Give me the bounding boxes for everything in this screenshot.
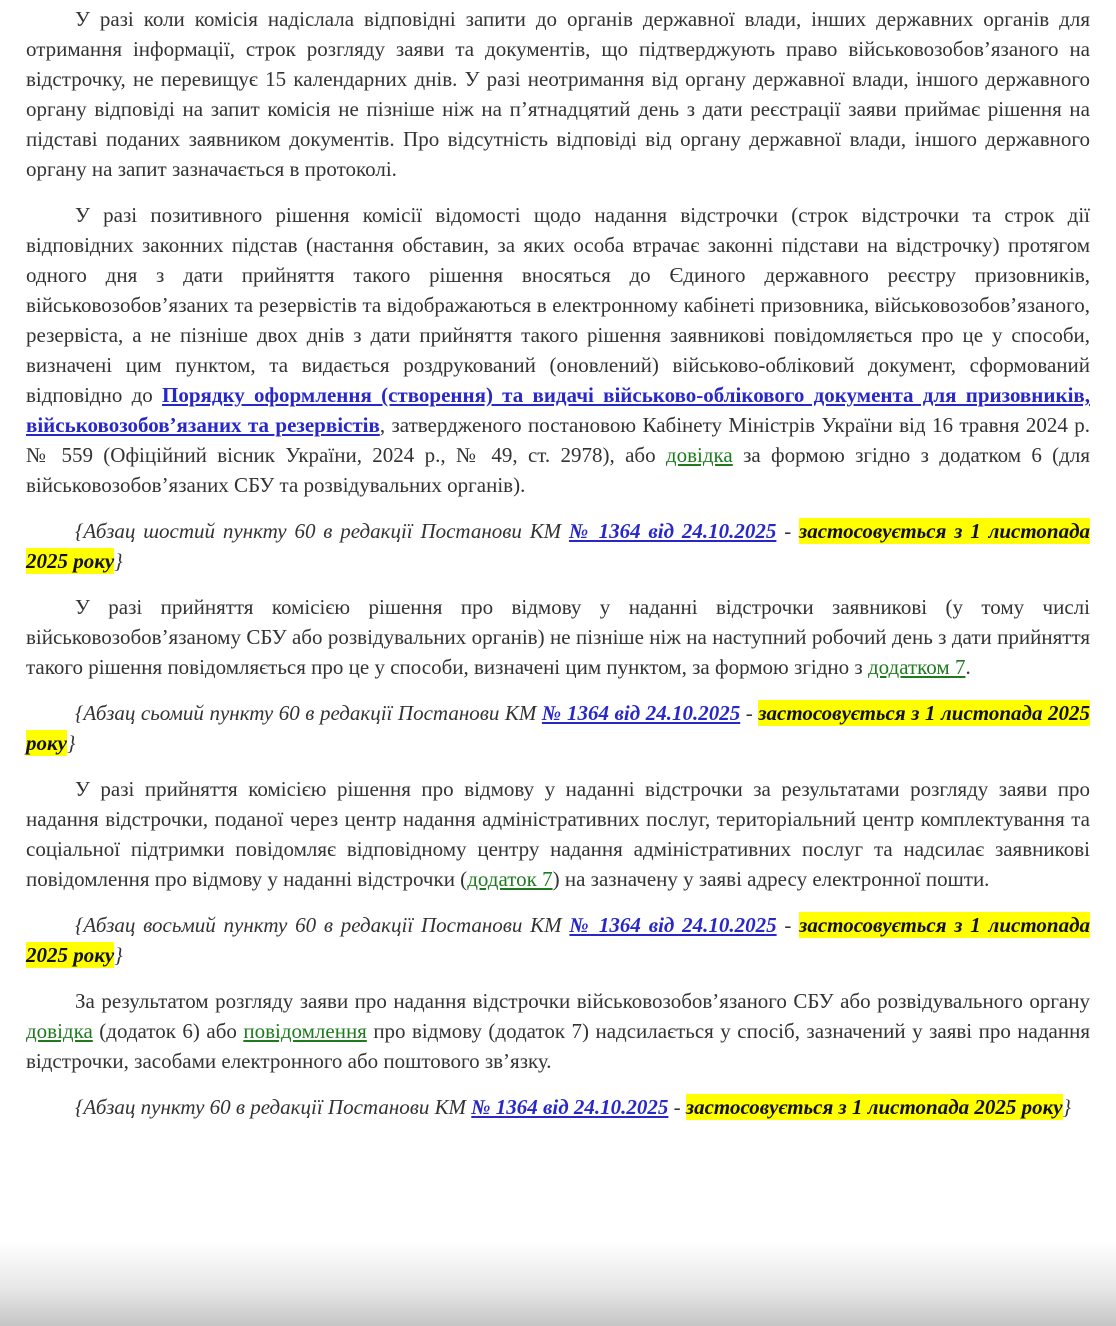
link-dodatkom-7[interactable]: додатком 7 [867,655,966,679]
text-run: - [740,701,759,725]
link-postanova-km-1364[interactable]: № 1364 від 24.10.2025 [471,1095,669,1119]
paragraph [26,200,1090,500]
text-run: ) на зазначену у заяві адресу електронної пошти. [552,867,990,891]
highlighted-text: застосовується з 1 листопада 2025 року [685,1095,1063,1119]
highlighted-text: застосовується з 1 листопада 2025 року [26,913,1090,967]
link-povidomlennya[interactable]: повідомлення [243,1019,367,1043]
text-run: } [66,731,76,755]
link-postanova-km-1364[interactable]: № 1364 від 24.10.2025 [541,701,741,725]
link-poryadok-oformlennya[interactable]: Порядку оформлення (створення) та видачі військово-облікового документа для призовників, військовозобов’язаних та резервістів [26,383,1090,437]
text-run: У разі позитивного рішення комісії відомості щодо надання відстрочки (строк відстрочки та строк дії відповідних законних підстав (настання обставин, за яких особа втрачає законні підстави на відстрочку) протягом одного дня з дати прийняття такого рішення вносяться до Єдиного державного реєстру призовників, військовозобов’язаних та резервістів та відображаються в електронному кабінеті призовника, військовозобов’язаного, резервіста, а не пізніше двох днів з дати прийняття такого рішення заявникові повідомляється про це у способи, визначені цим пунктом, та видається роздрукований (оновлений) військово-обліковий документ, сформований відповідно до [26,203,1090,407]
link-postanova-km-1364[interactable]: № 1364 від 24.10.2025 [568,519,777,543]
text-run: про відмову (додаток 7) надсилається у спосіб, зазначений у заяві про надання відстрочки, засобами електронного або поштового зв’язку. [26,1019,1090,1073]
text-run: } [1062,1095,1072,1119]
text-run: У разі прийняття комісією рішення про відмову у наданні відстрочки заявникові (у тому числі військовозобов’язаному СБУ або розвідувальних органів) не пізніше ніж на наступний робочий день з дати прийняття такого рішення повідомляється про це у способи, визначені цим пунктом, за формою згідно з [26,595,1090,679]
text-run: У разі прийняття комісією рішення про відмову у наданні відстрочки за результатами розгляду заяви про надання відстрочки, поданої через центр надання адміністративних послуг, територіальний центр комплектування та соціальної підтримки повідомляє відповідному центру надання адміністративних послуг та надсилає заявникові повідомлення про відмову у наданні відстрочки ( [26,777,1090,891]
text-run: . [965,655,971,679]
paragraph [26,592,1090,682]
bottom-fade-shadow [0,1241,1116,1326]
text-run: {Абзац сьомий пункту 60 в редакції Постанови КМ [75,701,542,725]
text-run: , затвердженого постановою Кабінету Міністрів України від 16 травня 2024 р. № 559 (Офіційний вісник України, 2024 р., № 49, ст. 2978), або [26,413,1090,467]
text-run: (додаток 6) або [92,1019,244,1043]
link-dovidka[interactable]: довідка [26,1019,93,1043]
paragraph [26,986,1090,1076]
text-run: {Абзац восьмий пункту 60 в редакції Постанови КМ [75,913,570,937]
link-dodatok-7[interactable]: додаток 7 [467,867,553,891]
text-run: } [114,943,123,967]
text-run: - [776,519,800,543]
text-run: за формою згідно з додатком 6 (для військовозобов’язаних СБУ та розвідувальних органів). [26,443,1090,497]
highlighted-text: застосовується з 1 листопада 2025 року [26,701,1090,755]
paragraph [26,774,1090,894]
highlighted-text: застосовується з 1 листопада 2025 року [26,519,1091,573]
editorial-note [26,516,1090,576]
text-run: У разі коли комісія надіслала відповідні запити до органів державної влади, інших державних органів для отримання інформації, строк розгляду заяви та документів, що підтверджують право військовозобов’язаного на відстрочку, не перевищує 15 календарних днів. У разі неотримання від органу державної влади, іншого державного органу відповіді на запит комісія не пізніше ніж на п’ятнадцятий день з дати реєстрації заяви приймає рішення на підставі поданих заявником документів. Про відсутність відповіді від органу державної влади, іншого державного органу на запит зазначається в протоколі. [26,7,1090,181]
editorial-note [26,910,1090,970]
text-run: - [668,1095,686,1119]
text-run: - [776,913,800,937]
text-run: За результатом розгляду заяви про надання відстрочки військовозобов’язаного СБУ або розвідувального органу [75,989,1090,1013]
editorial-note [26,1092,1090,1122]
paragraph [26,4,1090,184]
link-dovidka-dodatok-6[interactable]: довідка [665,443,733,467]
editorial-note [26,698,1090,758]
link-postanova-km-1364[interactable]: № 1364 від 24.10.2025 [569,913,777,937]
text-run: {Абзац пункту 60 в редакції Постанови КМ [75,1095,472,1119]
text-run: } [114,549,123,573]
text-run: {Абзац шостий пункту 60 в редакції Постанови КМ [75,519,569,543]
